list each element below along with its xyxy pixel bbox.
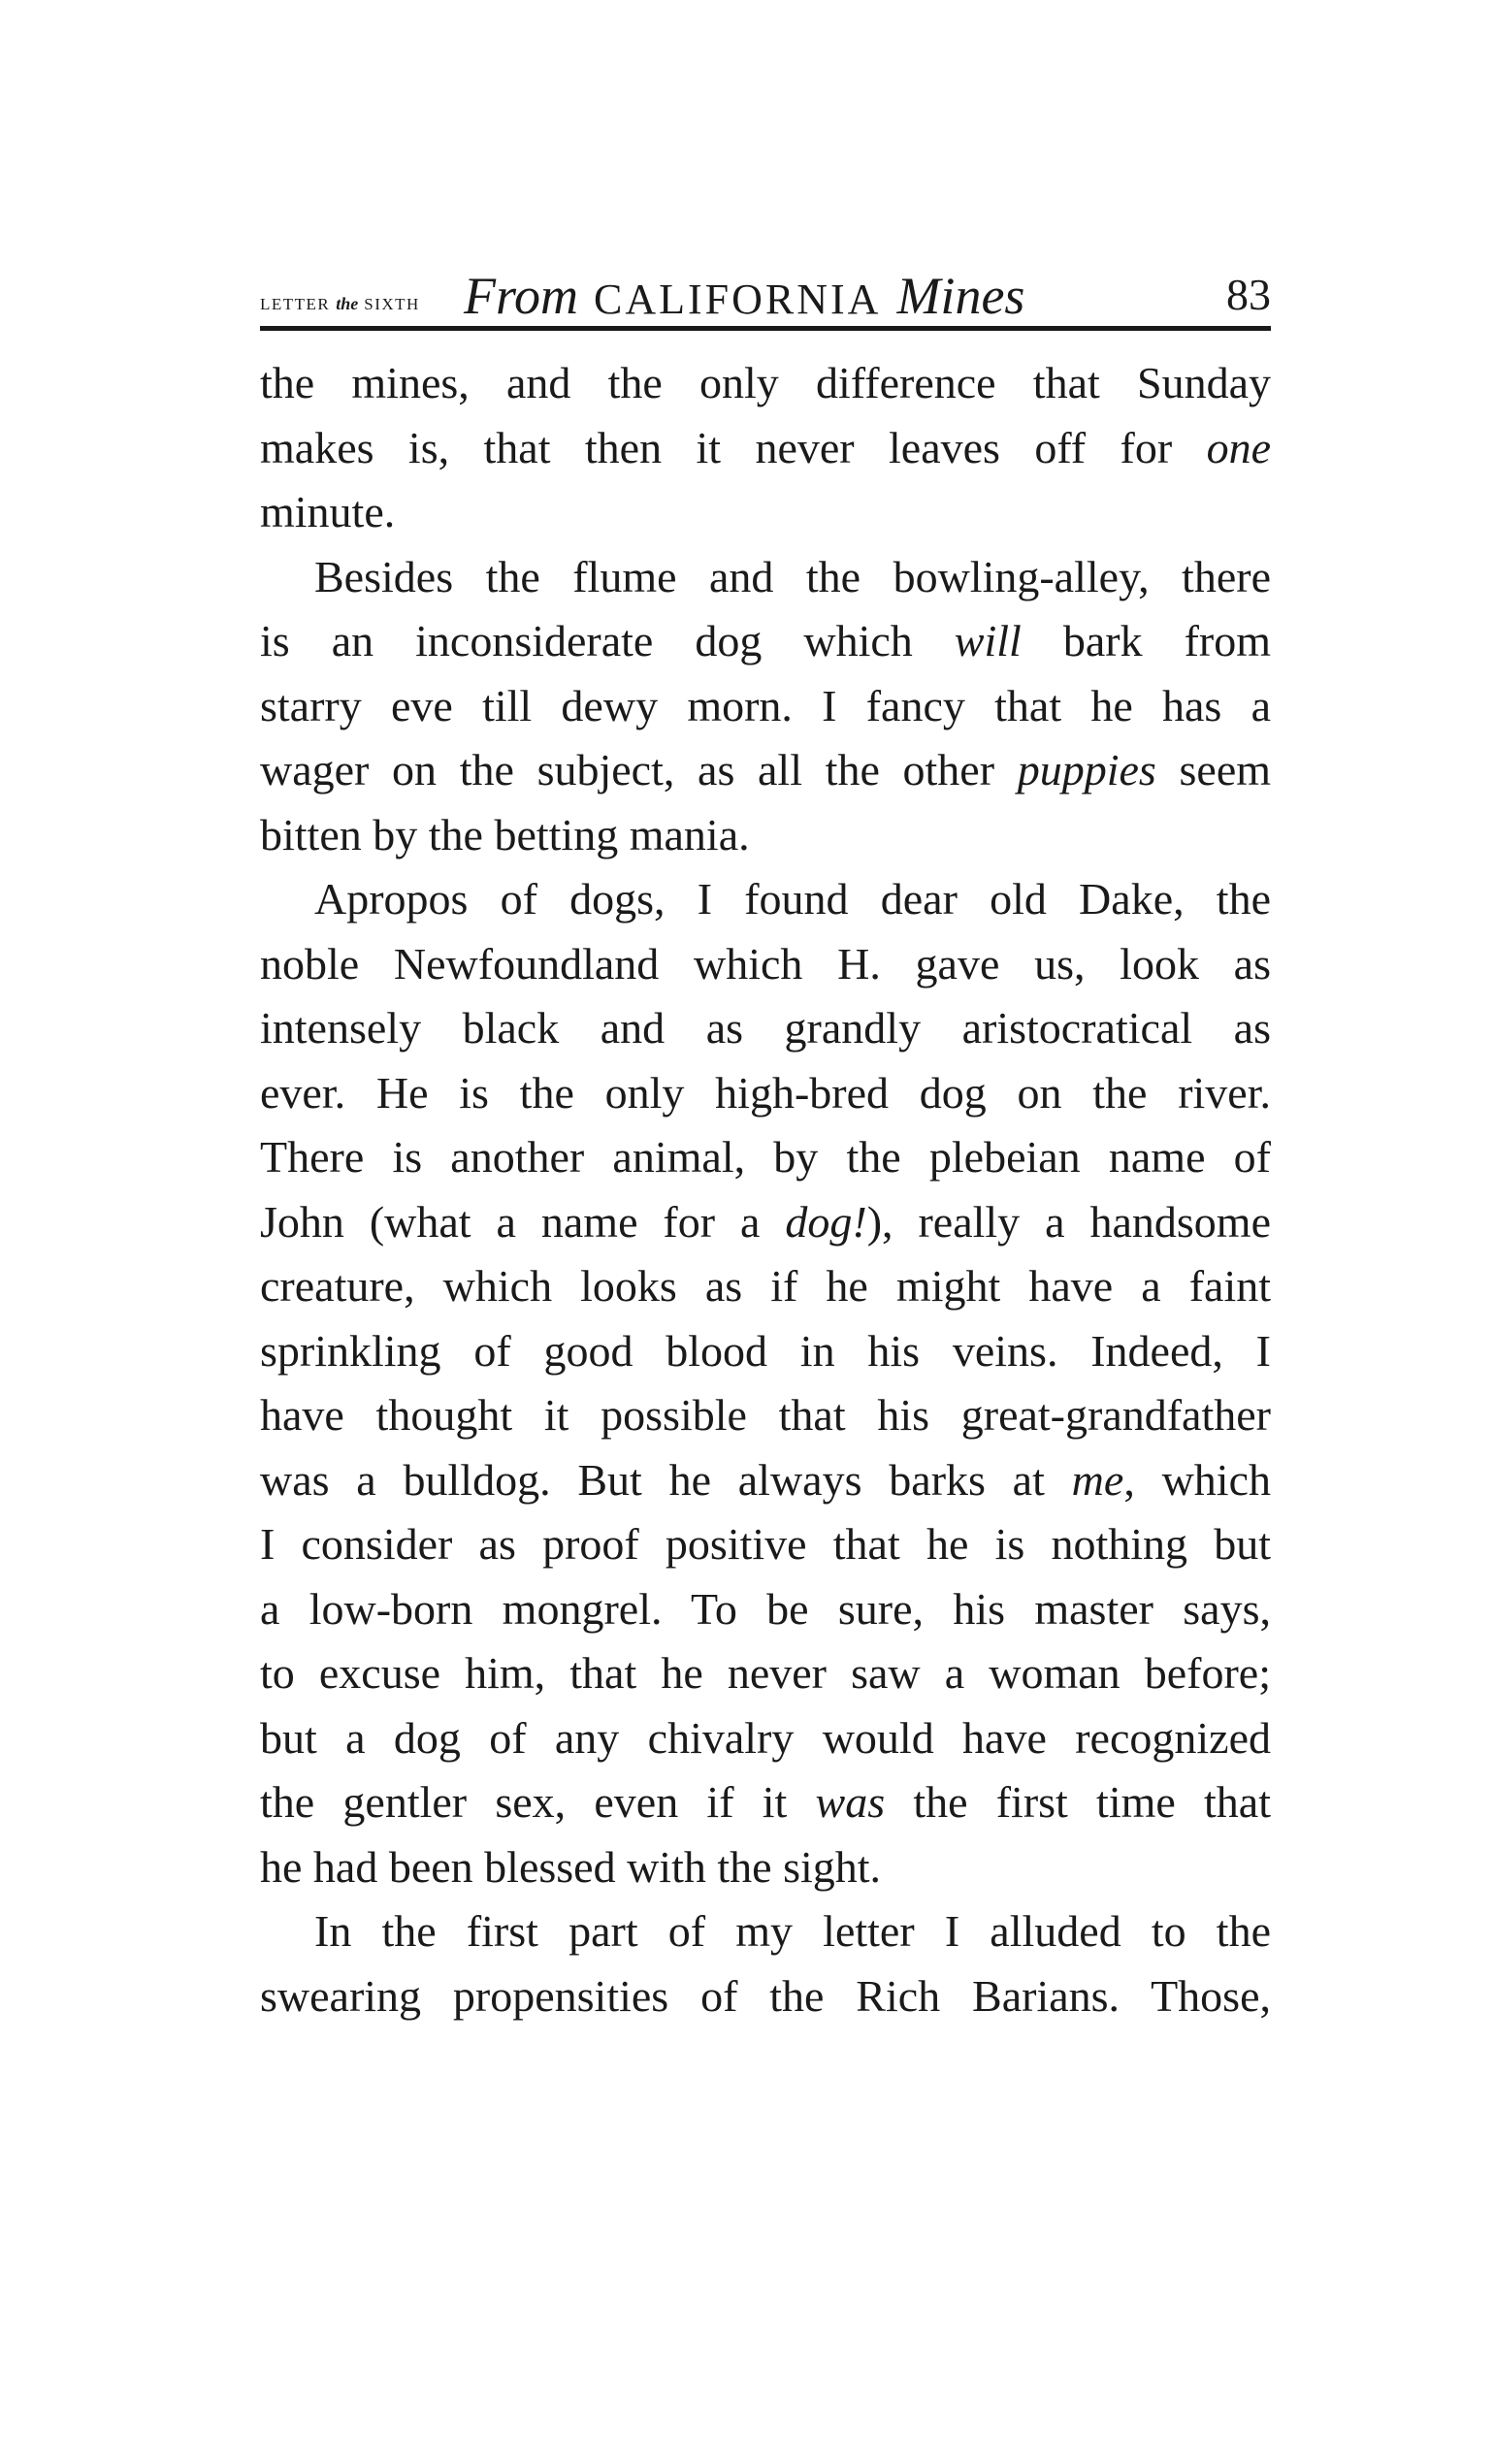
text-run: ), really a handsome (866, 1196, 1271, 1247)
text-run: the mines, and the only difference that Sunday (260, 358, 1271, 407)
text-run: is an inconsiderate dog which (260, 616, 955, 665)
text-run: There is another animal, by the plebeian name of (260, 1132, 1271, 1182)
body-text (260, 351, 1271, 2028)
text-line (260, 1835, 1271, 1900)
italic-run: dog! (785, 1196, 867, 1247)
italic-run: will (954, 616, 1022, 665)
text-run: intensely black and as grandly aristocratical as (260, 1003, 1271, 1053)
text-run: but a dog of any chivalry would have recognized (260, 1712, 1271, 1763)
text-run: sprinkling of good blood in his veins. Indeed, I (260, 1325, 1271, 1376)
text-run: wager on the subject, as all the other (260, 745, 1018, 794)
text-line (260, 609, 1271, 674)
page-header (260, 244, 1271, 325)
text-run: noble Newfoundland which H. gave us, look as (260, 938, 1271, 989)
text-line (260, 1577, 1271, 1642)
title-from: From (464, 267, 578, 325)
text-run: the gentler sex, even if it (260, 1777, 816, 1827)
page-number: 83 (1226, 270, 1271, 319)
text-line (260, 1254, 1271, 1319)
text-line (260, 867, 1271, 932)
text-line (260, 480, 1271, 545)
text-line (260, 1190, 1271, 1255)
italic-run: me (1071, 1454, 1124, 1505)
text-line (260, 1641, 1271, 1706)
text-run: bitten by the betting mania. (260, 809, 750, 859)
text-run: the first time that (885, 1777, 1271, 1827)
running-head-the: the (336, 294, 359, 313)
text-run: have thought it possible that his great-grandfather (260, 1390, 1271, 1440)
text-line (260, 996, 1271, 1061)
text-line (260, 1319, 1271, 1384)
text-line (260, 932, 1271, 997)
title-california: CALIFORNIA (594, 276, 882, 323)
text-run: Besides the flume and the bowling-alley, there (314, 551, 1271, 601)
text-run: ever. He is the only high-bred dog on the river. (260, 1067, 1271, 1118)
header-rule (260, 326, 1271, 331)
text-run: minute. (260, 487, 396, 536)
text-run: In the first part of my letter I alluded to the (314, 1906, 1271, 1956)
text-run: he had been blessed with the sight. (260, 1841, 882, 1892)
text-line (260, 416, 1271, 481)
text-run: to excuse him, that he never saw a woman before; (260, 1648, 1271, 1698)
text-run: I consider as proof positive that he is nothing but (260, 1519, 1271, 1569)
running-head-sixth: SIXTH (364, 295, 420, 313)
text-line (260, 1512, 1271, 1577)
text-run: a low-born mongrel. To be sure, his master says, (260, 1583, 1271, 1634)
text-run: makes is, that then it never leaves off for (260, 422, 1207, 472)
text-line (260, 1770, 1271, 1835)
text-line (260, 1899, 1271, 1964)
text-line (260, 803, 1271, 868)
text-line (260, 1125, 1271, 1190)
text-run: seem (1155, 745, 1272, 794)
text-run: starry eve till dewy morn. I fancy that he has a (260, 680, 1271, 730)
text-line (260, 1383, 1271, 1448)
title-mines: Mines (896, 267, 1025, 325)
running-head (260, 294, 420, 314)
italic-run: one (1206, 422, 1271, 472)
text-run: was a bulldog. But he always barks at (260, 1454, 1072, 1505)
text-run: swearing propensities of the Rich Barians. Those, (260, 1970, 1271, 2021)
text-line (260, 1706, 1271, 1771)
text-run: John (what a name for a (260, 1196, 786, 1247)
text-line (260, 1964, 1271, 2029)
text-run: , which (1123, 1454, 1272, 1505)
running-head-letter: LETTER (260, 295, 331, 313)
italic-run: puppies (1017, 745, 1156, 794)
text-run: bark from (1021, 616, 1271, 665)
text-run: creature, which looks as if he might have a faint (260, 1261, 1271, 1311)
text-line (260, 738, 1271, 803)
italic-run: was (815, 1777, 886, 1827)
text-line (260, 1061, 1271, 1126)
text-line (260, 674, 1271, 739)
text-run: Apropos of dogs, I found dear old Dake, the (314, 874, 1271, 924)
text-line (260, 351, 1271, 416)
text-line (260, 545, 1271, 610)
page-title (464, 267, 1025, 325)
text-line (260, 1448, 1271, 1513)
